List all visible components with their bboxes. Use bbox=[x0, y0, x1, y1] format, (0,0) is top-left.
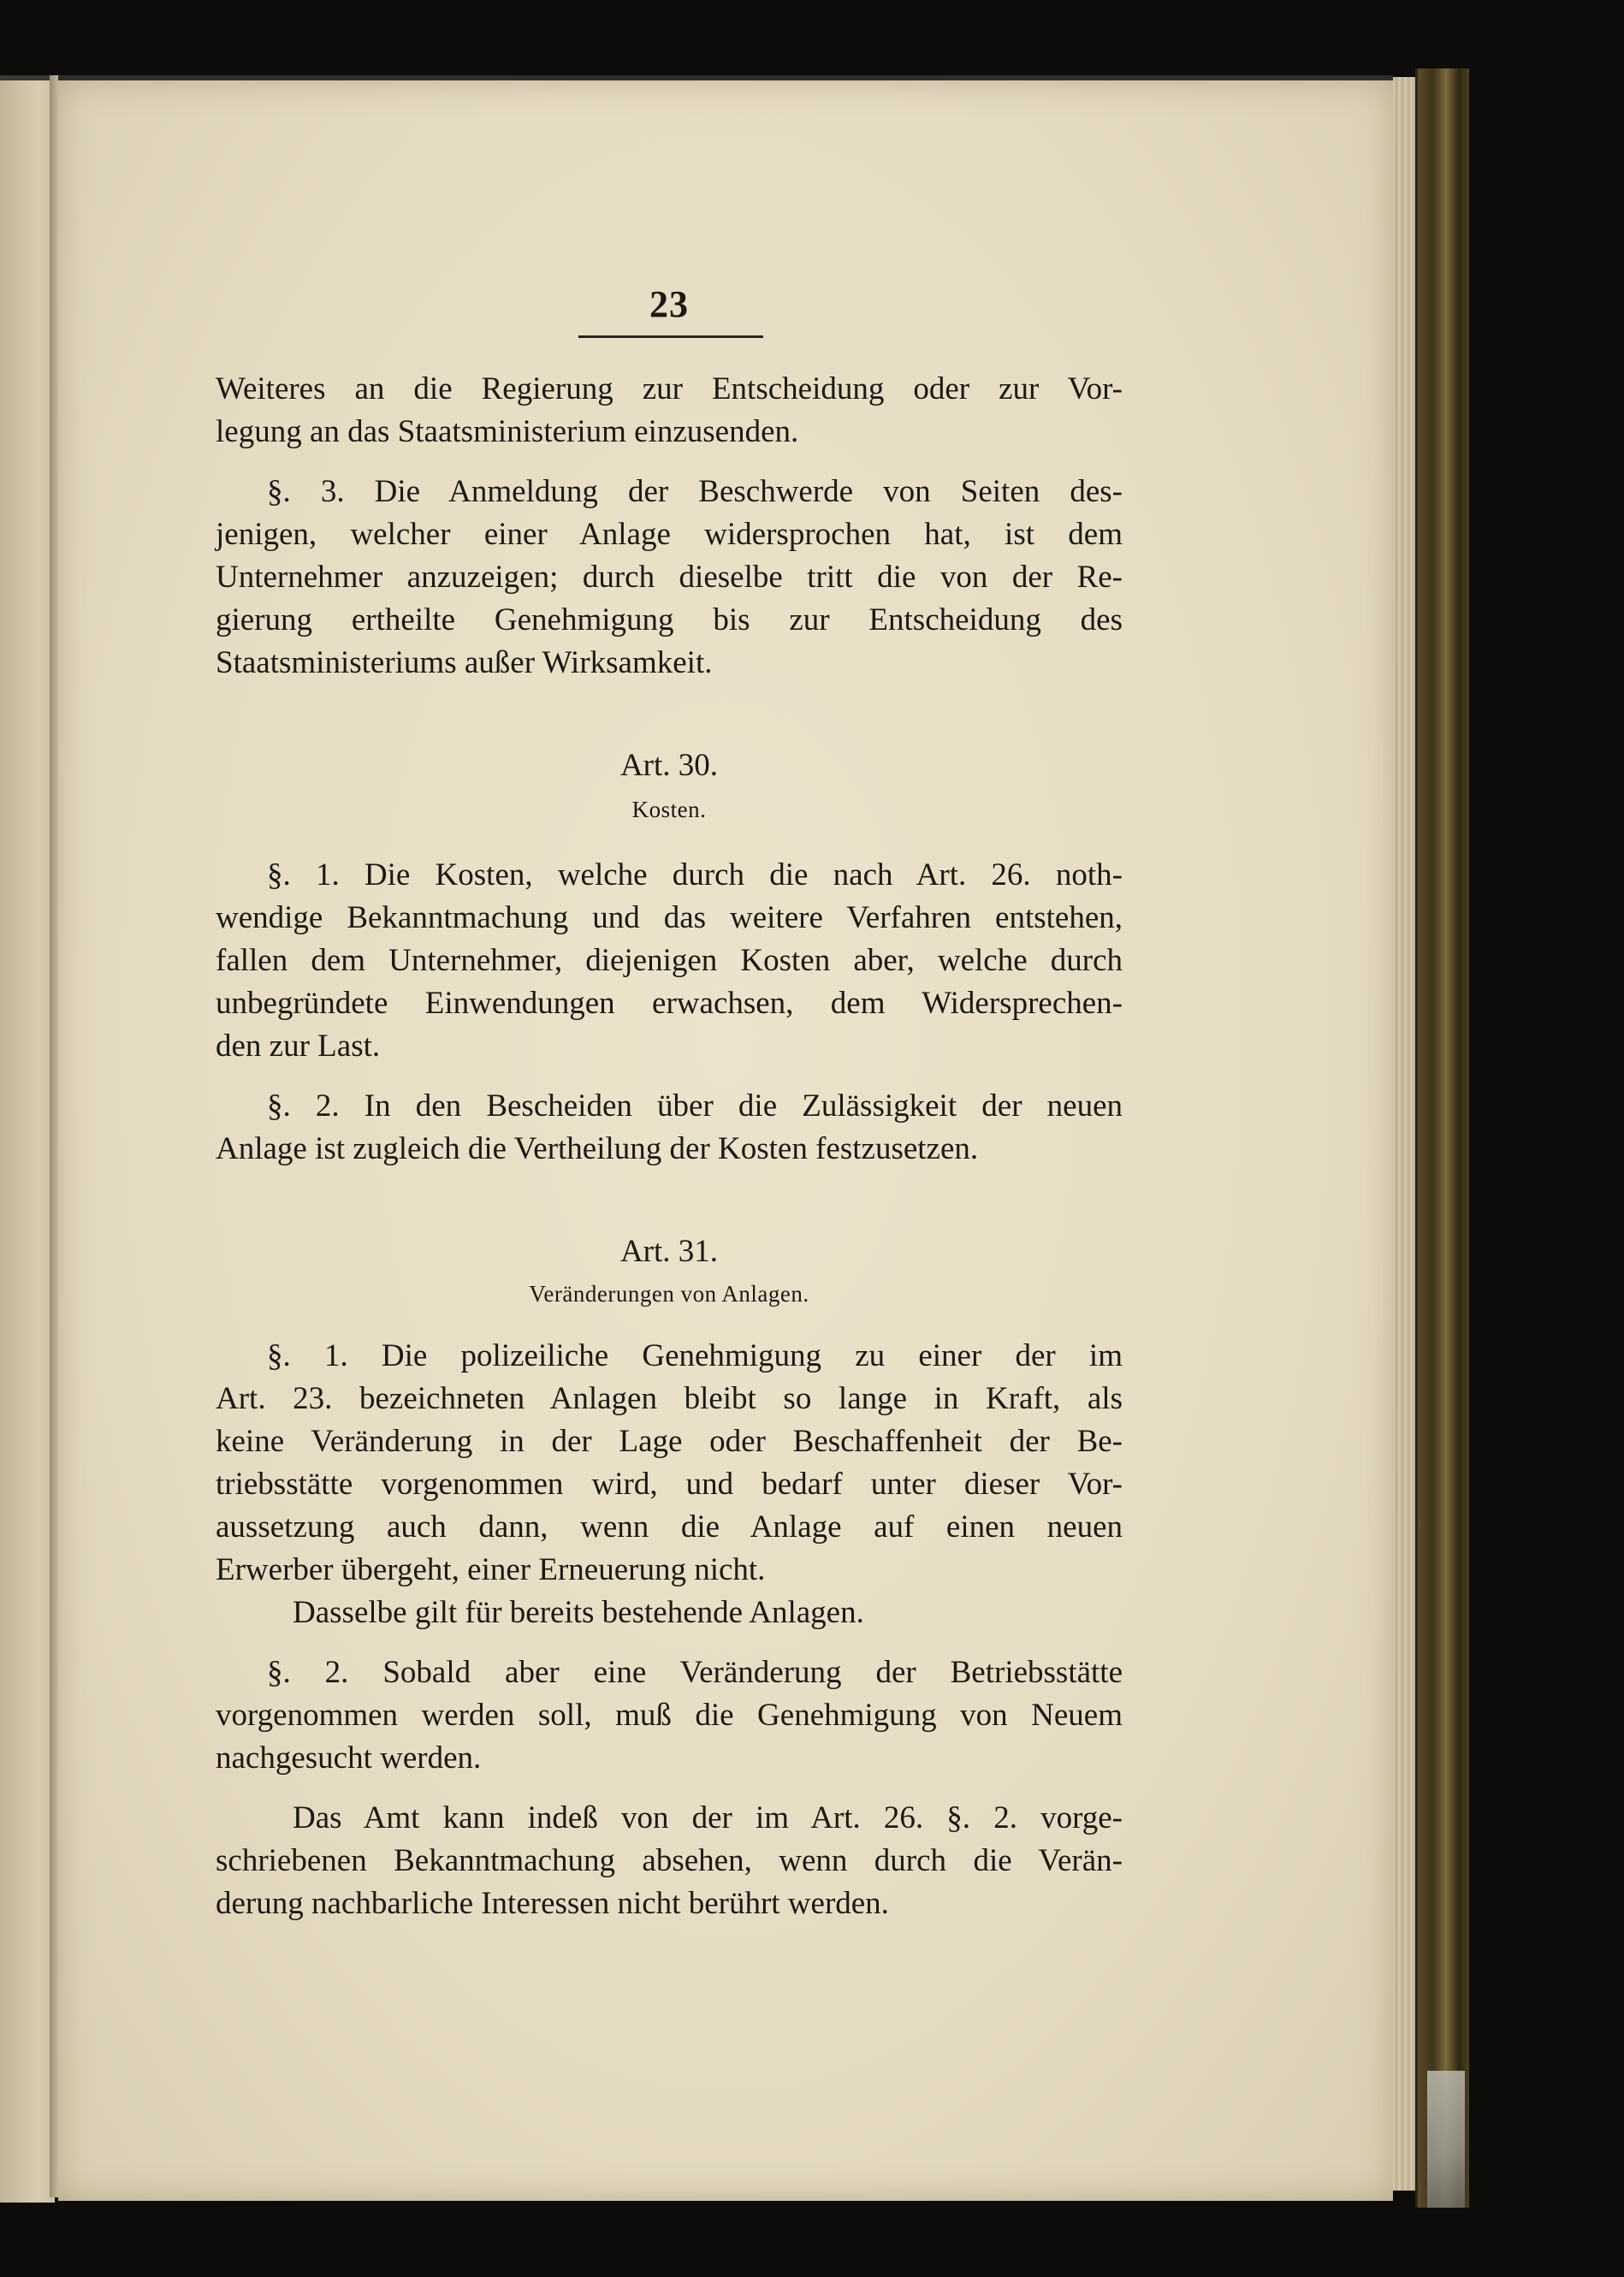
paragraph-line: §. 1. Die polizeiliche Genehmigung zu einer der im bbox=[267, 1338, 1123, 1373]
paragraph-line: §. 2. In den Bescheiden über die Zulässigkeit der neuen bbox=[267, 1088, 1123, 1124]
paragraph-line: unbegründete Einwendungen erwachsen, dem Widersprechen- bbox=[216, 986, 1123, 1021]
page-number: 23 bbox=[649, 283, 689, 325]
paragraph-line: Anlage ist zugleich die Vertheilung der Kosten festzusetzen. bbox=[216, 1131, 979, 1166]
page-number-rule bbox=[578, 335, 763, 338]
paragraph-line: gierung ertheilte Genehmigung bis zur Entscheidung des bbox=[216, 602, 1123, 637]
paragraph-line: aussetzung auch dann, wenn die Anlage auf einen neuen bbox=[216, 1509, 1123, 1545]
paragraph-line: §. 1. Die Kosten, welche durch die nach Art. 26. noth- bbox=[267, 857, 1123, 892]
paragraph-line: nachgesucht werden. bbox=[216, 1740, 482, 1776]
paragraph-line: keine Veränderung in der Lage oder Beschaffenheit der Be- bbox=[216, 1424, 1123, 1459]
paragraph-line: triebsstätte vorgenommen wird, und bedarf unter dieser Vor- bbox=[216, 1467, 1123, 1502]
article-30-subheading: Kosten. bbox=[631, 797, 707, 822]
article-31-heading: Art. 31. bbox=[619, 1234, 719, 1269]
article-30-heading: Art. 30. bbox=[619, 748, 719, 783]
intro-line: Weiteres an die Regierung zur Entscheidung oder zur Vor- bbox=[216, 371, 1123, 406]
paragraph-line: Art. 23. bezeichneten Anlagen bleibt so lange in Kraft, als bbox=[216, 1381, 1123, 1416]
paragraph-line: den zur Last. bbox=[216, 1029, 381, 1064]
paragraph-line: derung nachbarliche Interessen nicht berührt werden. bbox=[216, 1886, 889, 1921]
paragraph-line: jenigen, welcher einer Anlage widersprochen hat, ist dem bbox=[216, 517, 1123, 552]
paragraph-line: Erwerber übergeht, einer Erneuerung nicht. bbox=[216, 1552, 766, 1587]
paragraph-line: Unternehmer anzuzeigen; durch dieselbe tritt die von der Re- bbox=[216, 560, 1123, 595]
page-stack-edges bbox=[1393, 77, 1415, 2191]
paragraph-line: fallen dem Unternehmer, diejenigen Kosten aber, welche durch bbox=[216, 943, 1123, 978]
left-page-edge bbox=[0, 75, 55, 2203]
article-31-subheading: Veränderungen von Anlagen. bbox=[529, 1281, 809, 1307]
cover-corner-wear bbox=[1427, 2071, 1465, 2208]
paragraph-line: schriebenen Bekanntmachung absehen, wenn durch die Verän- bbox=[216, 1843, 1123, 1878]
book-cover-edge bbox=[1415, 68, 1469, 2208]
paragraph-line: Das Amt kann indeß von der im Art. 26. §. 2. vorge- bbox=[293, 1800, 1123, 1835]
paragraph-line: wendige Bekanntmachung und das weitere Verfahren entstehen, bbox=[216, 900, 1123, 935]
paragraph-line: Staatsministeriums außer Wirksamkeit. bbox=[216, 645, 713, 680]
paragraph-line: vorgenommen werden soll, muß die Genehmigung von Neuem bbox=[216, 1698, 1123, 1733]
paragraph-line: Dasselbe gilt für bereits bestehende Anlagen. bbox=[293, 1595, 864, 1630]
paragraph-line: §. 3. Die Anmeldung der Beschwerde von Seiten des- bbox=[267, 474, 1123, 509]
intro-line: legung an das Staatsministerium einzusenden. bbox=[216, 414, 799, 449]
paragraph-line: §. 2. Sobald aber eine Veränderung der Betriebsstätte bbox=[267, 1655, 1123, 1690]
